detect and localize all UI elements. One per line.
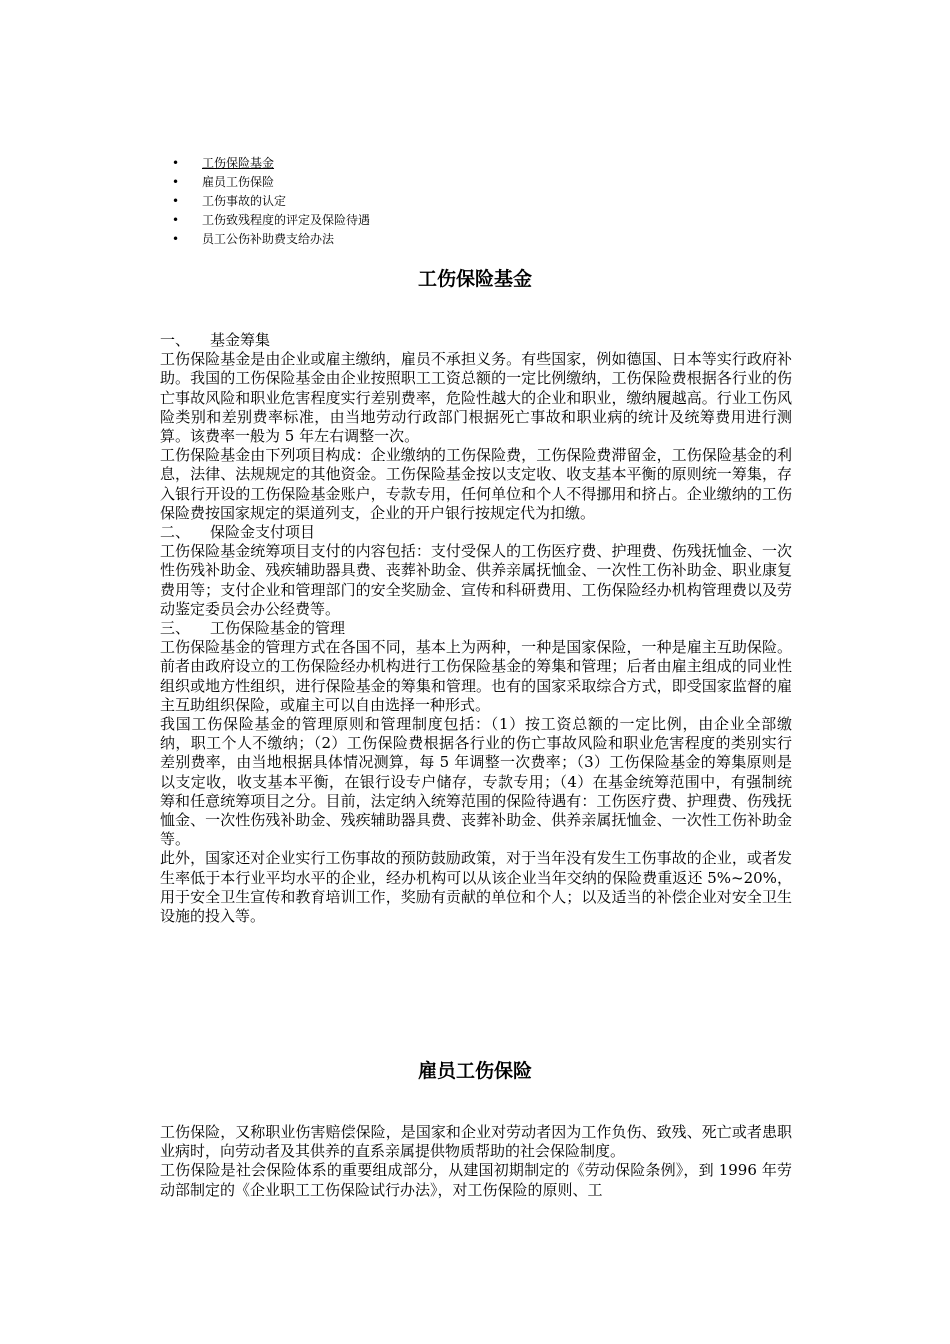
paragraph: 工伤保险，又称职业伤害赔偿保险，是国家和企业对劳动者因为工作负伤、致残、死亡或者患职业病时，向劳动者及其供养的直系亲属提供物质帮助的社会保险制度。 [160, 1123, 792, 1161]
bullet-icon: • [172, 175, 180, 189]
subsection-heading [160, 523, 792, 542]
subsection-title: 基金筹集 [210, 331, 271, 349]
section-body [160, 331, 792, 926]
bullet-icon: • [172, 156, 180, 170]
section-heading: 工伤保险基金 [417, 268, 532, 290]
toc-item-label[interactable]: 工伤事故的认定 [202, 194, 287, 208]
subsection-number: 二、 [160, 523, 191, 542]
paragraph: 工伤保险基金统筹项目支付的内容包括：支付受保人的工伤医疗费、护理费、伤残抚恤金、一次性伤残补助金、残疾辅助器具费、丧葬补助金、供养亲属抚恤金、一次性工伤补助金、职业康复费用等；支付企业和管理部门的安全奖励金、宣传和科研费用、工伤保险经办机构管理费以及劳动鉴定委员会办公经费等。 [160, 542, 792, 618]
table-of-contents [171, 154, 671, 249]
toc-item-label[interactable]: 员工公伤补助费支给办法 [202, 232, 335, 246]
section-body [160, 1123, 792, 1200]
subsection-heading [160, 619, 792, 638]
subsection-title: 保险金支付项目 [210, 523, 316, 542]
subsection-number: 三、 [160, 619, 191, 638]
paragraph: 我国工伤保险基金的管理原则和管理制度包括：（1）按工资总额的一定比例，由企业全部缴纳，职工个人不缴纳；（2）工伤保险费根据各行业的伤亡事故风险和职业危害程度的类别实行差别费率，由当地根据具体情况测算，每 5 年调整一次费率；（3）工伤保险基金的筹集原则是以支定收，收支基本平衡，在银行设专户储存，专款专用；（4）在基金统筹范围中，有强制统筹和任意统筹项目之分。目前，法定纳入统筹范围的保险待遇有：工伤医疗费、护理费、伤残抚恤金、一次性伤残补助金、残疾辅助器具费、丧葬补助金、供养亲属抚恤金、一次性工伤补助金等。 [160, 715, 792, 849]
bullet-icon: • [172, 213, 180, 227]
subsection-heading [160, 331, 792, 350]
bullet-icon: • [172, 194, 180, 208]
subsection-title: 工伤保险基金的管理 [210, 619, 346, 638]
paragraph: 工伤保险是社会保险体系的重要组成部分，从建国初期制定的《劳动保险条例》，到 1996 年劳动部制定的《企业职工工伤保险试行办法》，对工伤保险的原则、工 [160, 1161, 792, 1199]
toc-item[interactable] [171, 211, 671, 230]
toc-item-label[interactable]: 工伤保险基金 [202, 156, 275, 170]
subsection-number: 一、 [160, 331, 191, 349]
toc-item-label[interactable]: 雇员工伤保险 [202, 175, 275, 189]
bullet-icon: • [172, 232, 180, 246]
section-heading: 雇员工伤保险 [417, 1060, 532, 1082]
paragraph: 工伤保险基金的管理方式在各国不同，基本上为两种，一种是国家保险，一种是雇主互助保险。前者由政府设立的工伤保险经办机构进行工伤保险基金的筹集和管理；后者由雇主组成的同业性组织或地方性组织，进行保险基金的筹集和管理。也有的国家采取综合方式，即受国家监督的雇主互助组织保险，或雇主可以自由选择一种形式。 [160, 638, 792, 714]
toc-item[interactable] [171, 192, 671, 211]
paragraph: 工伤保险基金是由企业或雇主缴纳，雇员不承担义务。有些国家，例如德国、日本等实行政府补助。我国的工伤保险基金由企业按照职工工资总额的一定比例缴纳，工伤保险费根据各行业的伤亡事故风险和职业危害程度实行差别费率，危险性越大的企业和职业，缴纳履越高。行业工伤风险类别和差别费率标准，由当地劳动行政部门根据死亡事故和职业病的统计及统筹费用进行测算。该费率一般为 5 年左右调整一次。 [160, 350, 792, 446]
toc-item[interactable] [171, 230, 671, 249]
toc-item[interactable] [171, 154, 671, 173]
paragraph: 此外，国家还对企业实行工伤事故的预防鼓励政策，对于当年没有发生工伤事故的企业，或者发生率低于本行业平均水平的企业，经办机构可以从该企业当年交纳的保险费重返还 5%~20%，用于安全卫生宣传和教育培训工作，奖励有贡献的单位和个人；以及适当的补偿企业对安全卫生设施的投入等。 [160, 849, 792, 926]
toc-item-label[interactable]: 工伤致残程度的评定及保险待遇 [202, 213, 371, 227]
paragraph: 工伤保险基金由下列项目构成：企业缴纳的工伤保险费，工伤保险费滞留金，工伤保险基金的利息，法律、法规规定的其他资金。工伤保险基金按以支定收、收支基本平衡的原则统一筹集，存入银行开设的工伤保险基金账户，专款专用，任何单位和个人不得挪用和挤占。企业缴纳的工伤保险费按国家规定的渠道列支，企业的开户银行按规定代为扣缴。 [160, 446, 792, 522]
toc-item[interactable] [171, 173, 671, 192]
